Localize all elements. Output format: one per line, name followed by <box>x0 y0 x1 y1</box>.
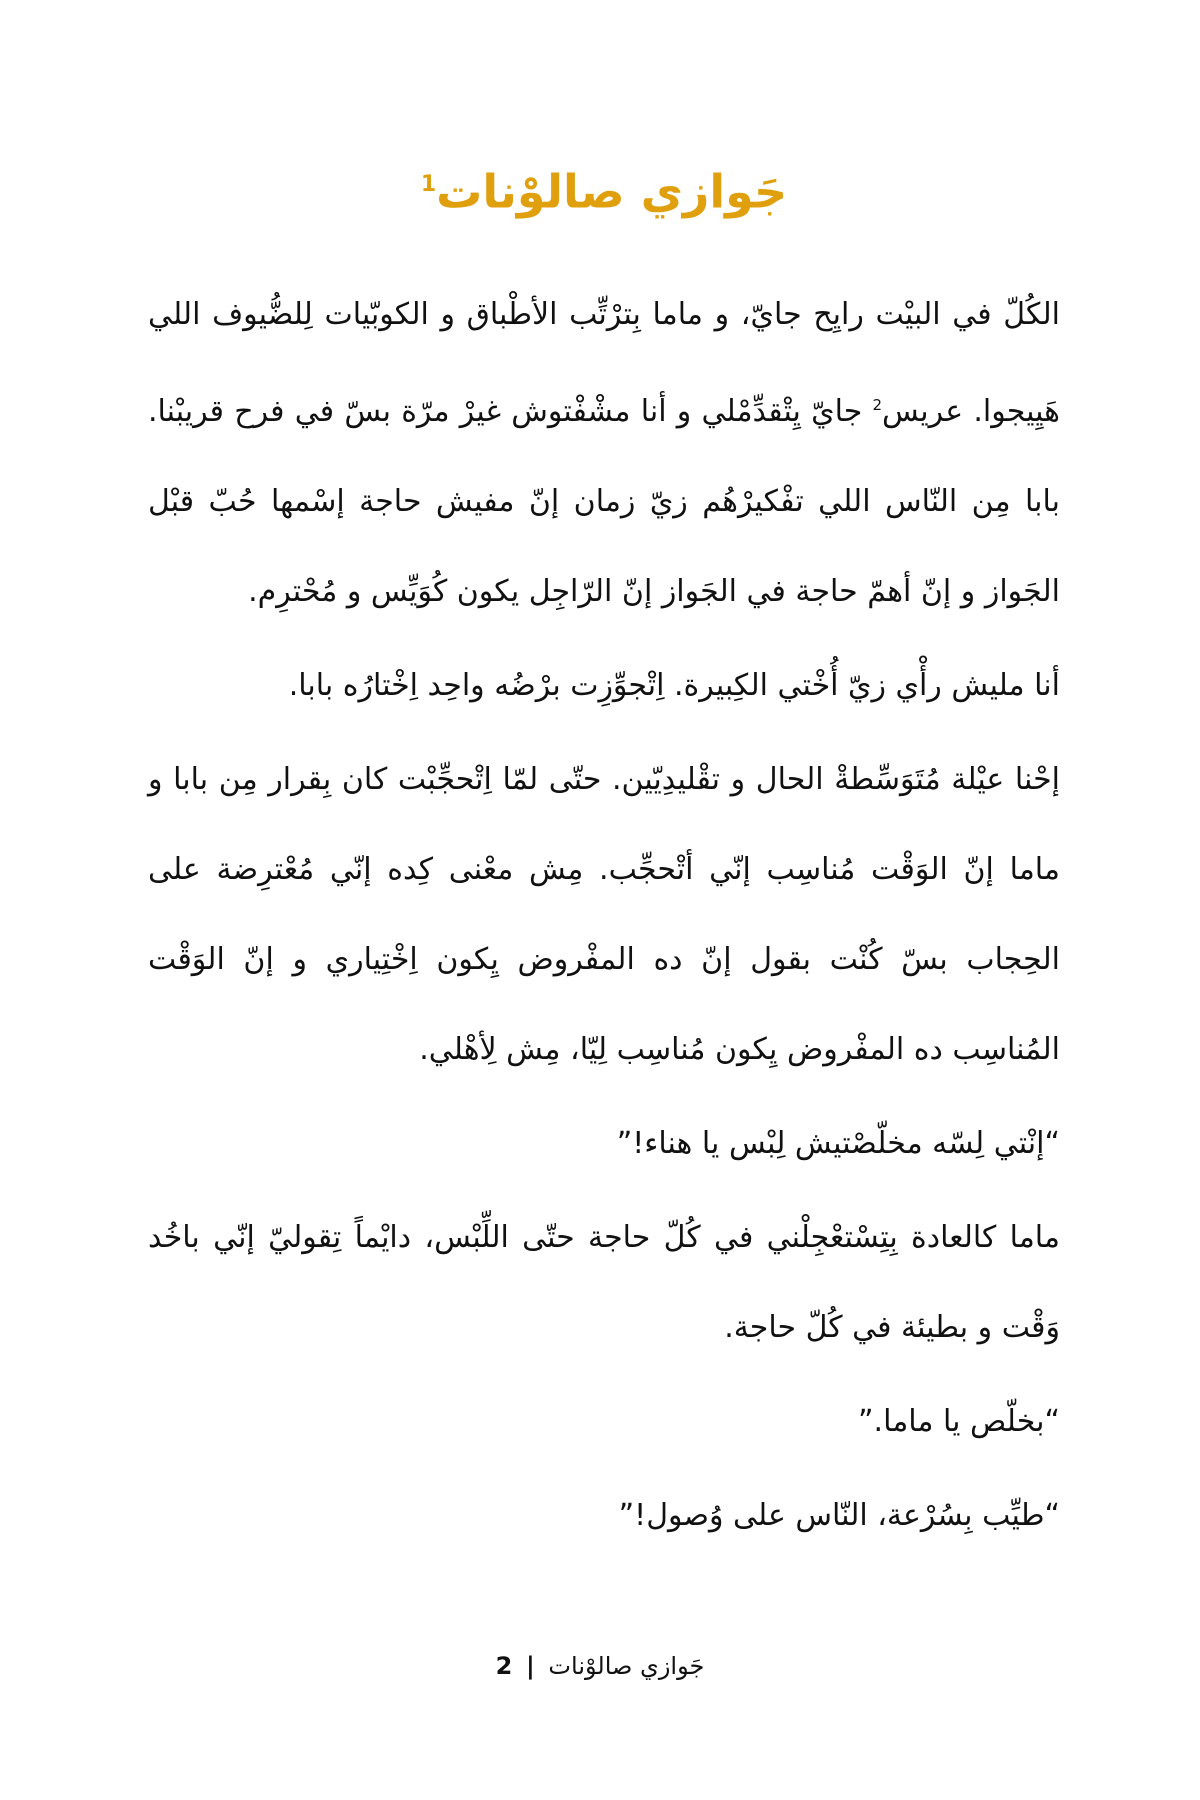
dialogue-2: “بخلّص يا ماما.” <box>857 1404 1060 1440</box>
footnote-marker[interactable]: 2 <box>872 396 883 415</box>
paragraph-1 <box>148 270 1060 637</box>
chapter-title-text: جَوازي صالوْنات <box>436 164 788 219</box>
page-number: 2 <box>495 1652 513 1680</box>
paragraph-2: أنا مليش رأْي زيّ أُخْتي الكِبيرة. اِتْجوِّزِت برْضُه واحِد اِخْتارُه بابا. <box>288 668 1060 704</box>
chapter-title <box>148 150 1060 226</box>
footer-separator: | <box>526 1652 535 1680</box>
paragraph-3: إحْنا عيْلة مُتَوَسِّطةْ الحال و تقْليدِيّين. حتّى لمّا اِتْحجِّبْت كان بِقرار مِن بابا و ماما إنّ الوَقْت مُناسِب إنّي أتْحجِّب. مِش معْنى كِده إنّي مُعْترِضة على الحِجاب بسّ كُنْت بقول إنّ ده المفْروض يِكون اِخْتِياري و إنّ الوَقْت المُناسِب ده المفْروض يِكون مُناسِب لِيّا، مِش لِأهْلي. <box>148 762 1060 1068</box>
title-footnote-marker[interactable]: 1 <box>420 172 437 197</box>
paragraph-4: ماما كالعادة بِتِسْتعْجِلْني في كُلّ حاجة حتّى اللِّبْس، دايْماً تِقوليّ إنّي باخُد وَقْت و بطيئة في كُلّ حاجة. <box>148 1220 1060 1346</box>
dialogue-1: “إنْتي لِسّه مخلّصْتيش لِبْس يا هناء!” <box>616 1126 1060 1162</box>
footer-book-title: جَوازي صالوْنات <box>548 1652 705 1680</box>
paragraph-text: الكُلّ في البيْت رايِح جايّ، و ماما بِترْتِّب الأطْباق و الكوبّيات لِلضُّيوف اللي هَيِيجوا. عريس <box>148 297 1060 430</box>
dialogue-3: “طيِّب بِسُرْعة، النّاس على وُصول!” <box>618 1498 1060 1534</box>
paragraph-text: جايّ يِتْقدِّمْلي و أنا مشْفْتوش غيرْ مرّة بسّ في فرح قريبْنا. بابا مِن النّاس اللي تفْكيرْهُم زيّ زمان إنّ مفيش حاجة إسْمها حُبّ قبْل الجَواز و إنّ أهمّ حاجة في الجَواز إنّ الرّاجِل يكون كُوَيِّس و مُحْترِم. <box>148 394 1060 610</box>
page-footer <box>0 1652 1200 1680</box>
document-page <box>148 150 1060 1565</box>
